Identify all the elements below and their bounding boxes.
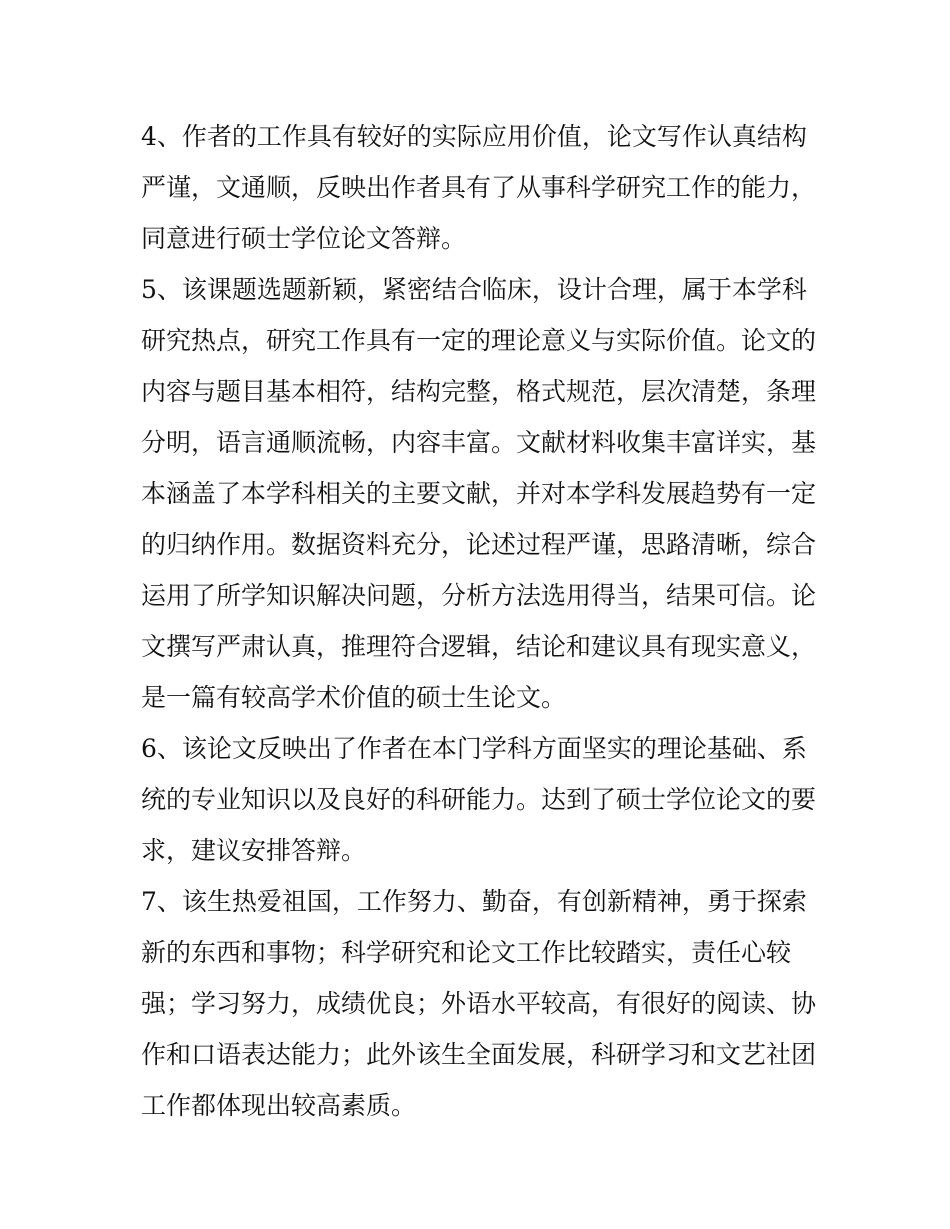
text-line: 是一篇有较高学术价值的硕士生论文。	[141, 683, 567, 712]
text-line: 本涵盖了本学科相关的主要文献，并对本学科发展趋势有一定	[141, 479, 817, 508]
text-line: 作和口语表达能力；此外该生全面发展，科研学习和文艺社团	[141, 1040, 817, 1069]
paragraph-5	[141, 264, 817, 723]
text-line: 运用了所学知识解决问题，分析方法选用得当，结果可信。论	[141, 581, 817, 610]
paragraph-4	[141, 111, 817, 264]
paragraph-7	[141, 876, 817, 1131]
paragraph-6	[141, 723, 817, 876]
text-line: 文撰写严肃认真，推理符合逻辑，结论和建议具有现实意义，	[141, 632, 817, 661]
document-body	[141, 111, 817, 1131]
text-line: 的归纳作用。数据资料充分，论述过程严谨，思路清晰，综合	[141, 530, 817, 559]
text-line: 内容与题目基本相符，结构完整，格式规范，层次清楚，条理	[141, 377, 817, 406]
text-line: 研究热点，研究工作具有一定的理论意义与实际价值。论文的	[141, 326, 817, 355]
text-line: 严谨，文通顺，反映出作者具有了从事科学研究工作的能力，	[141, 173, 817, 202]
text-line: 4、作者的工作具有较好的实际应用价值，论文写作认真结构	[141, 122, 807, 151]
text-line: 工作都体现出较高素质。	[141, 1091, 417, 1120]
text-line: 6、该论文反映出了作者在本门学科方面坚实的理论基础、系	[141, 734, 807, 763]
text-line: 7、该生热爱祖国，工作努力、勤奋，有创新精神，勇于探索	[141, 887, 807, 916]
text-line: 新的东西和事物；科学研究和论文工作比较踏实，责任心较	[141, 938, 792, 967]
text-line: 统的专业知识以及良好的科研能力。达到了硕士学位论文的要	[141, 785, 817, 814]
text-line: 同意进行硕士学位论文答辩。	[141, 224, 467, 253]
text-line: 分明，语言通顺流畅，内容丰富。文献材料收集丰富详实，基	[141, 428, 817, 457]
text-line: 5、该课题选题新颖，紧密结合临床，设计合理，属于本学科	[141, 275, 807, 304]
text-line: 强；学习努力，成绩优良；外语水平较高，有很好的阅读、协	[141, 989, 817, 1018]
text-line: 求，建议安排答辩。	[141, 836, 367, 865]
